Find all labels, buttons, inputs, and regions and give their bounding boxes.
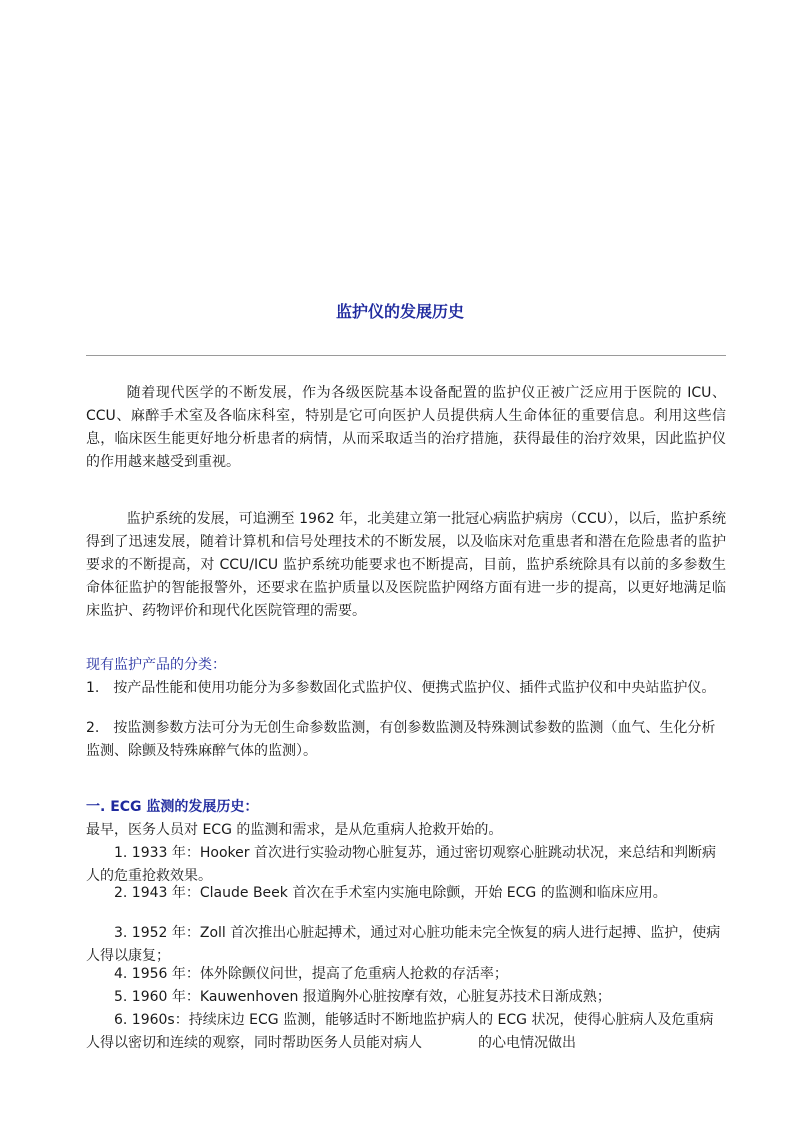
- classification-item-2: 2. 按监测参数方法可分为无创生命参数监测，有创参数监测及特殊测试参数的监测（血气、生化分析监测、除颤及特殊麻醉气体的监测）。: [86, 720, 716, 759]
- intro-paragraph-2: 监护系统的发展，可追溯至 1962 年，北美建立第一批冠心病监护病房（CCU），以后，监护系统得到了迅速发展，随着计算机和信号处理技术的不断发展，以及临床对危重患者和潜在危险患者的监护要求的不断提高，对 CCU/ICU 监护系统功能要求也不断提高，目前，监护系统除具有以前的多参数生命体征监护的智能报警外，还要求在监护质量以及医院监护网络方面有进一步的提高，以更好地满足临床监护、药物评价和现代化医院管理的需要。: [86, 511, 726, 619]
- classification-item-1: 1. 按产品性能和使用功能分为多参数固化式监护仪、便携式监护仪、插件式监护仪和中央站监护仪。: [86, 680, 716, 696]
- ecg-history-item-3: 3. 1952 年：Zoll 首次推出心脏起搏术，通过对心脏功能未完全恢复的病人进行起搏、监护，使病人得以康复；: [86, 925, 721, 964]
- page-title: 监护仪的发展历史: [335, 302, 464, 321]
- ecg-history-item-6: 6. 1960s：持续床边 ECG 监测，能够适时不断地监护病人的 ECG 状况，使得心脏病人及危重病人得以密切和连续的观察，同时帮助医务人员能对病人 的心电情况做出: [86, 1012, 714, 1051]
- title-divider: [86, 355, 726, 356]
- ecg-history-item-4: 4. 1956 年：体外除颤仪问世，提高了危重病人抢救的存活率；: [114, 966, 508, 982]
- ecg-intro: 最早，医务人员对 ECG 的监测和需求，是从危重病人抢救开始的。: [86, 822, 503, 838]
- ecg-history-item-2: 2. 1943 年：Claude Beek 首次在手术室内实施电除颤，开始 ECG 的监测和临床应用。: [114, 885, 667, 901]
- ecg-history-item-5: 5. 1960 年：Kauwenhoven 报道胸外心脏按摩有效，心脏复苏技术日渐成熟；: [114, 989, 611, 1005]
- classification-heading: 现有监护产品的分类：: [86, 657, 226, 673]
- ecg-heading: 一. ECG 监测的发展历史：: [86, 799, 259, 815]
- ecg-history-item-1: 1. 1933 年：Hooker 首次进行实验动物心脏复苏，通过密切观察心脏跳动状况，来总结和判断病人的危重抢救效果。: [86, 845, 716, 884]
- intro-paragraph-1: 随着现代医学的不断发展，作为各级医院基本设备配置的监护仪正被广泛应用于医院的 ICU、CCU、麻醉手术室及各临床科室，特别是它可向医护人员提供病人生命体征的重要信息。利用这些信息，临床医生能更好地分析患者的病情，从而采取适当的治疗措施，获得最佳的治疗效果，因此监护仪的作用越来越受到重视。: [86, 385, 726, 470]
